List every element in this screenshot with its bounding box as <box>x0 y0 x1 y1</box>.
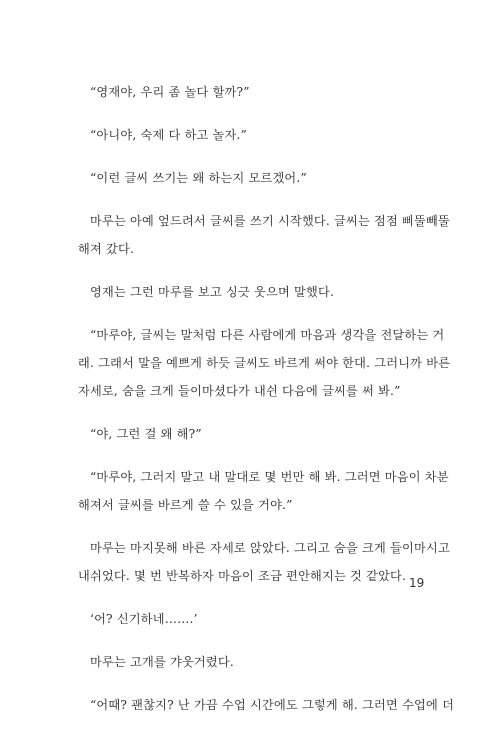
text-line: “이런 글씨 쓰기는 왜 하는지 모르겠어.” <box>90 171 307 185</box>
text-line: 자세로, 숨을 크게 들이마셨다가 내쉰 다음에 글씨를 써 봐.” <box>78 384 401 398</box>
text-line: “아니야, 숙제 다 하고 놀자.” <box>90 128 248 142</box>
paragraph-5 <box>78 278 432 306</box>
text-line: “야, 그런 걸 왜 해?” <box>90 427 202 441</box>
paragraph-6 <box>78 321 451 405</box>
text-line: “마루야, 그러지 말고 내 말대로 몇 번만 해 봐. 그러면 마음이 차분 <box>90 470 449 484</box>
text-line: 해져서 글씨를 바르게 쓸 수 있을 거야.” <box>78 498 293 512</box>
paragraph-11 <box>78 648 432 676</box>
text-line: “어때? 괜찮지? 난 가끔 수업 시간에도 그렇게 해. 그러면 수업에 더 <box>90 698 455 712</box>
paragraph-7 <box>78 420 432 448</box>
paragraph-1 <box>78 78 432 106</box>
body-text <box>78 78 455 734</box>
paragraph-2 <box>78 121 432 149</box>
text-line: “영재야, 우리 좀 놀다 할까?” <box>90 85 250 99</box>
page-number: 19 <box>409 576 425 590</box>
text-line: 마루는 아예 엎드려서 글씨를 쓰기 시작했다. 글씨는 점점 삐뚤빼뚤 <box>90 214 450 228</box>
text-line: 내쉬었다. 몇 번 반복하자 마음이 조금 편안해지는 것 같았다. <box>78 569 407 583</box>
text-line: 마루는 고개를 갸웃거렸다. <box>90 655 234 669</box>
text-line: 마루는 마지못해 바른 자세로 앉았다. 그리고 숨을 크게 들이마시고 <box>90 541 450 555</box>
paragraph-12 <box>78 691 455 719</box>
text-line: 해져 갔다. <box>78 242 135 256</box>
paragraph-10 <box>78 605 432 633</box>
text-line: 래. 그래서 말을 예쁘게 하듯 글씨도 바르게 써야 한대. 그러니까 바른 <box>78 356 451 370</box>
paragraph-9 <box>78 534 450 590</box>
paragraph-4 <box>78 207 450 263</box>
text-line: ‘어? 신기하네…….’ <box>90 612 198 626</box>
paragraph-8 <box>78 463 449 519</box>
text-line: “마루야, 글씨는 말처럼 다른 사람에게 마음과 생각을 전달하는 거 <box>90 328 445 342</box>
text-line: 영재는 그런 마루를 보고 싱긋 웃으며 말했다. <box>90 285 335 299</box>
paragraph-3 <box>78 164 432 192</box>
